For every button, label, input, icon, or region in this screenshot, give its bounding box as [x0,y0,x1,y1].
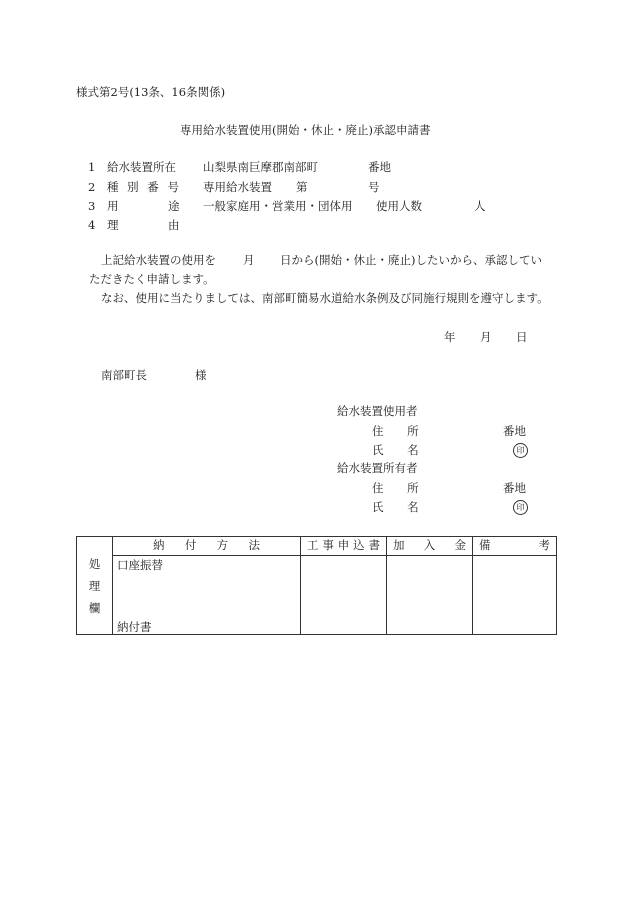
item-label-a: 用 [107,199,119,213]
remarks-cell [473,556,557,635]
item-label-a: 理 [107,218,119,232]
user-address-suffix: 番地 [503,424,526,438]
processing-table [76,536,557,635]
user-heading: 給水装置使用者 [337,404,418,418]
item-suffix: 人 [474,199,486,213]
item-number: 4 [88,218,96,232]
body-line3: なお、使用に当たりましては、南部町簡易水道給水条例及び同施行規則を遵守します。 [101,291,549,305]
date-month: 月 [480,330,492,344]
item-label: 給水装置所在 [107,160,176,174]
owner-address-suffix: 番地 [503,481,526,495]
item-label: 種 別 番 号 [107,180,179,194]
form-title: 専用給水装置使用(開始・休止・廃止)承認申請書 [180,123,431,137]
addressee-honorific: 様 [195,368,207,382]
construction-application-cell [301,556,387,635]
item-number: 1 [88,160,96,174]
item-mid: 第 [296,180,308,194]
construction-application-header: 工 事 申 込 書 [301,537,387,556]
item-label-b: 途 [168,199,180,213]
body-line2: ただきたく申請します。 [89,272,215,286]
processing-label-char: 欄 [88,600,101,615]
processing-label-char: 処 [88,556,101,571]
processing-label-char: 理 [88,578,101,593]
item-number: 3 [88,199,96,213]
membership-fee-header: 加 入 金 [387,537,473,556]
processing-label [77,537,113,635]
addressee-name: 南部町長 [101,368,147,382]
membership-fee-cell [387,556,473,635]
item-value: 山梨県南巨摩郡南部町 [203,160,318,174]
body-line1-a: 上記給水装置の使用を [101,253,216,267]
seal-icon: 印 [513,500,528,515]
payment-method-header: 納 付 方 法 [113,537,301,556]
body-line1-month: 月 [243,253,255,267]
owner-name-label: 氏 名 [372,500,419,514]
user-address-label: 住 所 [372,424,419,438]
item-suffix: 番地 [368,160,391,174]
item-suffix: 号 [368,180,380,194]
owner-heading: 給水装置所有者 [337,461,418,475]
date-year: 年 [444,330,456,344]
item-number: 2 [88,180,96,194]
form-number: 様式第2号(13条、16条関係) [76,85,226,99]
item-value: 専用給水装置 [203,180,272,194]
payment-transfer-label: 口座振替 [117,558,163,572]
remarks-header: 備 考 [473,537,557,556]
payment-slip-label: 納付書 [117,619,152,634]
item-mid: 使用人数 [376,199,422,213]
owner-address-label: 住 所 [372,481,419,495]
date-day: 日 [516,330,528,344]
item-value: 一般家庭用・営業用・団体用 [203,199,353,213]
payment-method-cell [113,556,301,635]
item-label-b: 由 [168,218,180,232]
seal-icon: 印 [513,443,528,458]
body-line1-b: 日から(開始・休止・廃止)したいから、承認してい [280,253,542,267]
user-name-label: 氏 名 [372,443,419,457]
